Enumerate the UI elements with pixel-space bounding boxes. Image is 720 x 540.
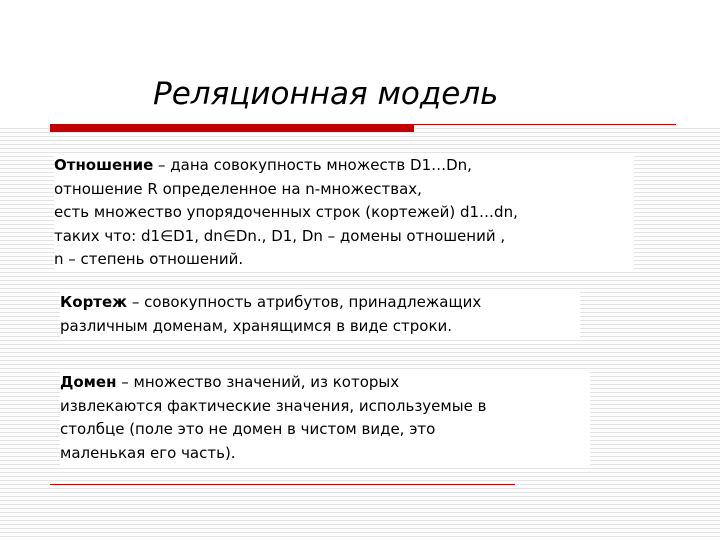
relation-first-text: – дана совокупность множеств D1…Dn, xyxy=(153,156,472,174)
tuple-line-0 xyxy=(60,291,580,315)
slide-title: Реляционная модель xyxy=(153,76,499,112)
domain-line-0 xyxy=(60,371,590,395)
domain-first-text: – множество значений, из которых xyxy=(116,373,400,391)
domain-line-3: маленькая его часть). xyxy=(60,443,236,462)
domain-line-2: столбце (поле это не домен в чистом виде, это xyxy=(60,420,436,438)
tuple-line-1: различным доменам, хранящимся в виде строки. xyxy=(60,316,453,335)
tuple-term: Кортеж xyxy=(60,293,128,311)
title-underline-bar xyxy=(50,124,414,132)
relation-term: Отношение xyxy=(54,156,154,174)
tuple-definition xyxy=(60,291,580,338)
relation-line-1: отношение R определенное на n-множествах, xyxy=(54,179,422,198)
relation-line-3: таких что: d1∈D1, dn∈Dn., D1, Dn – домены отношений , xyxy=(54,226,506,245)
title-divider-line xyxy=(414,124,676,125)
relation-definition xyxy=(54,154,634,272)
domain-term: Домен xyxy=(60,373,117,391)
relation-line-2: есть множество упорядоченных строк (кортежей) d1…dn, xyxy=(54,203,518,221)
relation-line-4: n – степень отношений. xyxy=(54,250,244,268)
domain-line-1: извлекаются фактические значения, используемые в xyxy=(60,396,487,415)
relation-line-0 xyxy=(54,154,634,178)
footer-divider-line xyxy=(50,484,515,485)
tuple-first-text: – совокупность атрибутов, принадлежащих xyxy=(127,293,482,311)
domain-definition xyxy=(60,371,590,465)
